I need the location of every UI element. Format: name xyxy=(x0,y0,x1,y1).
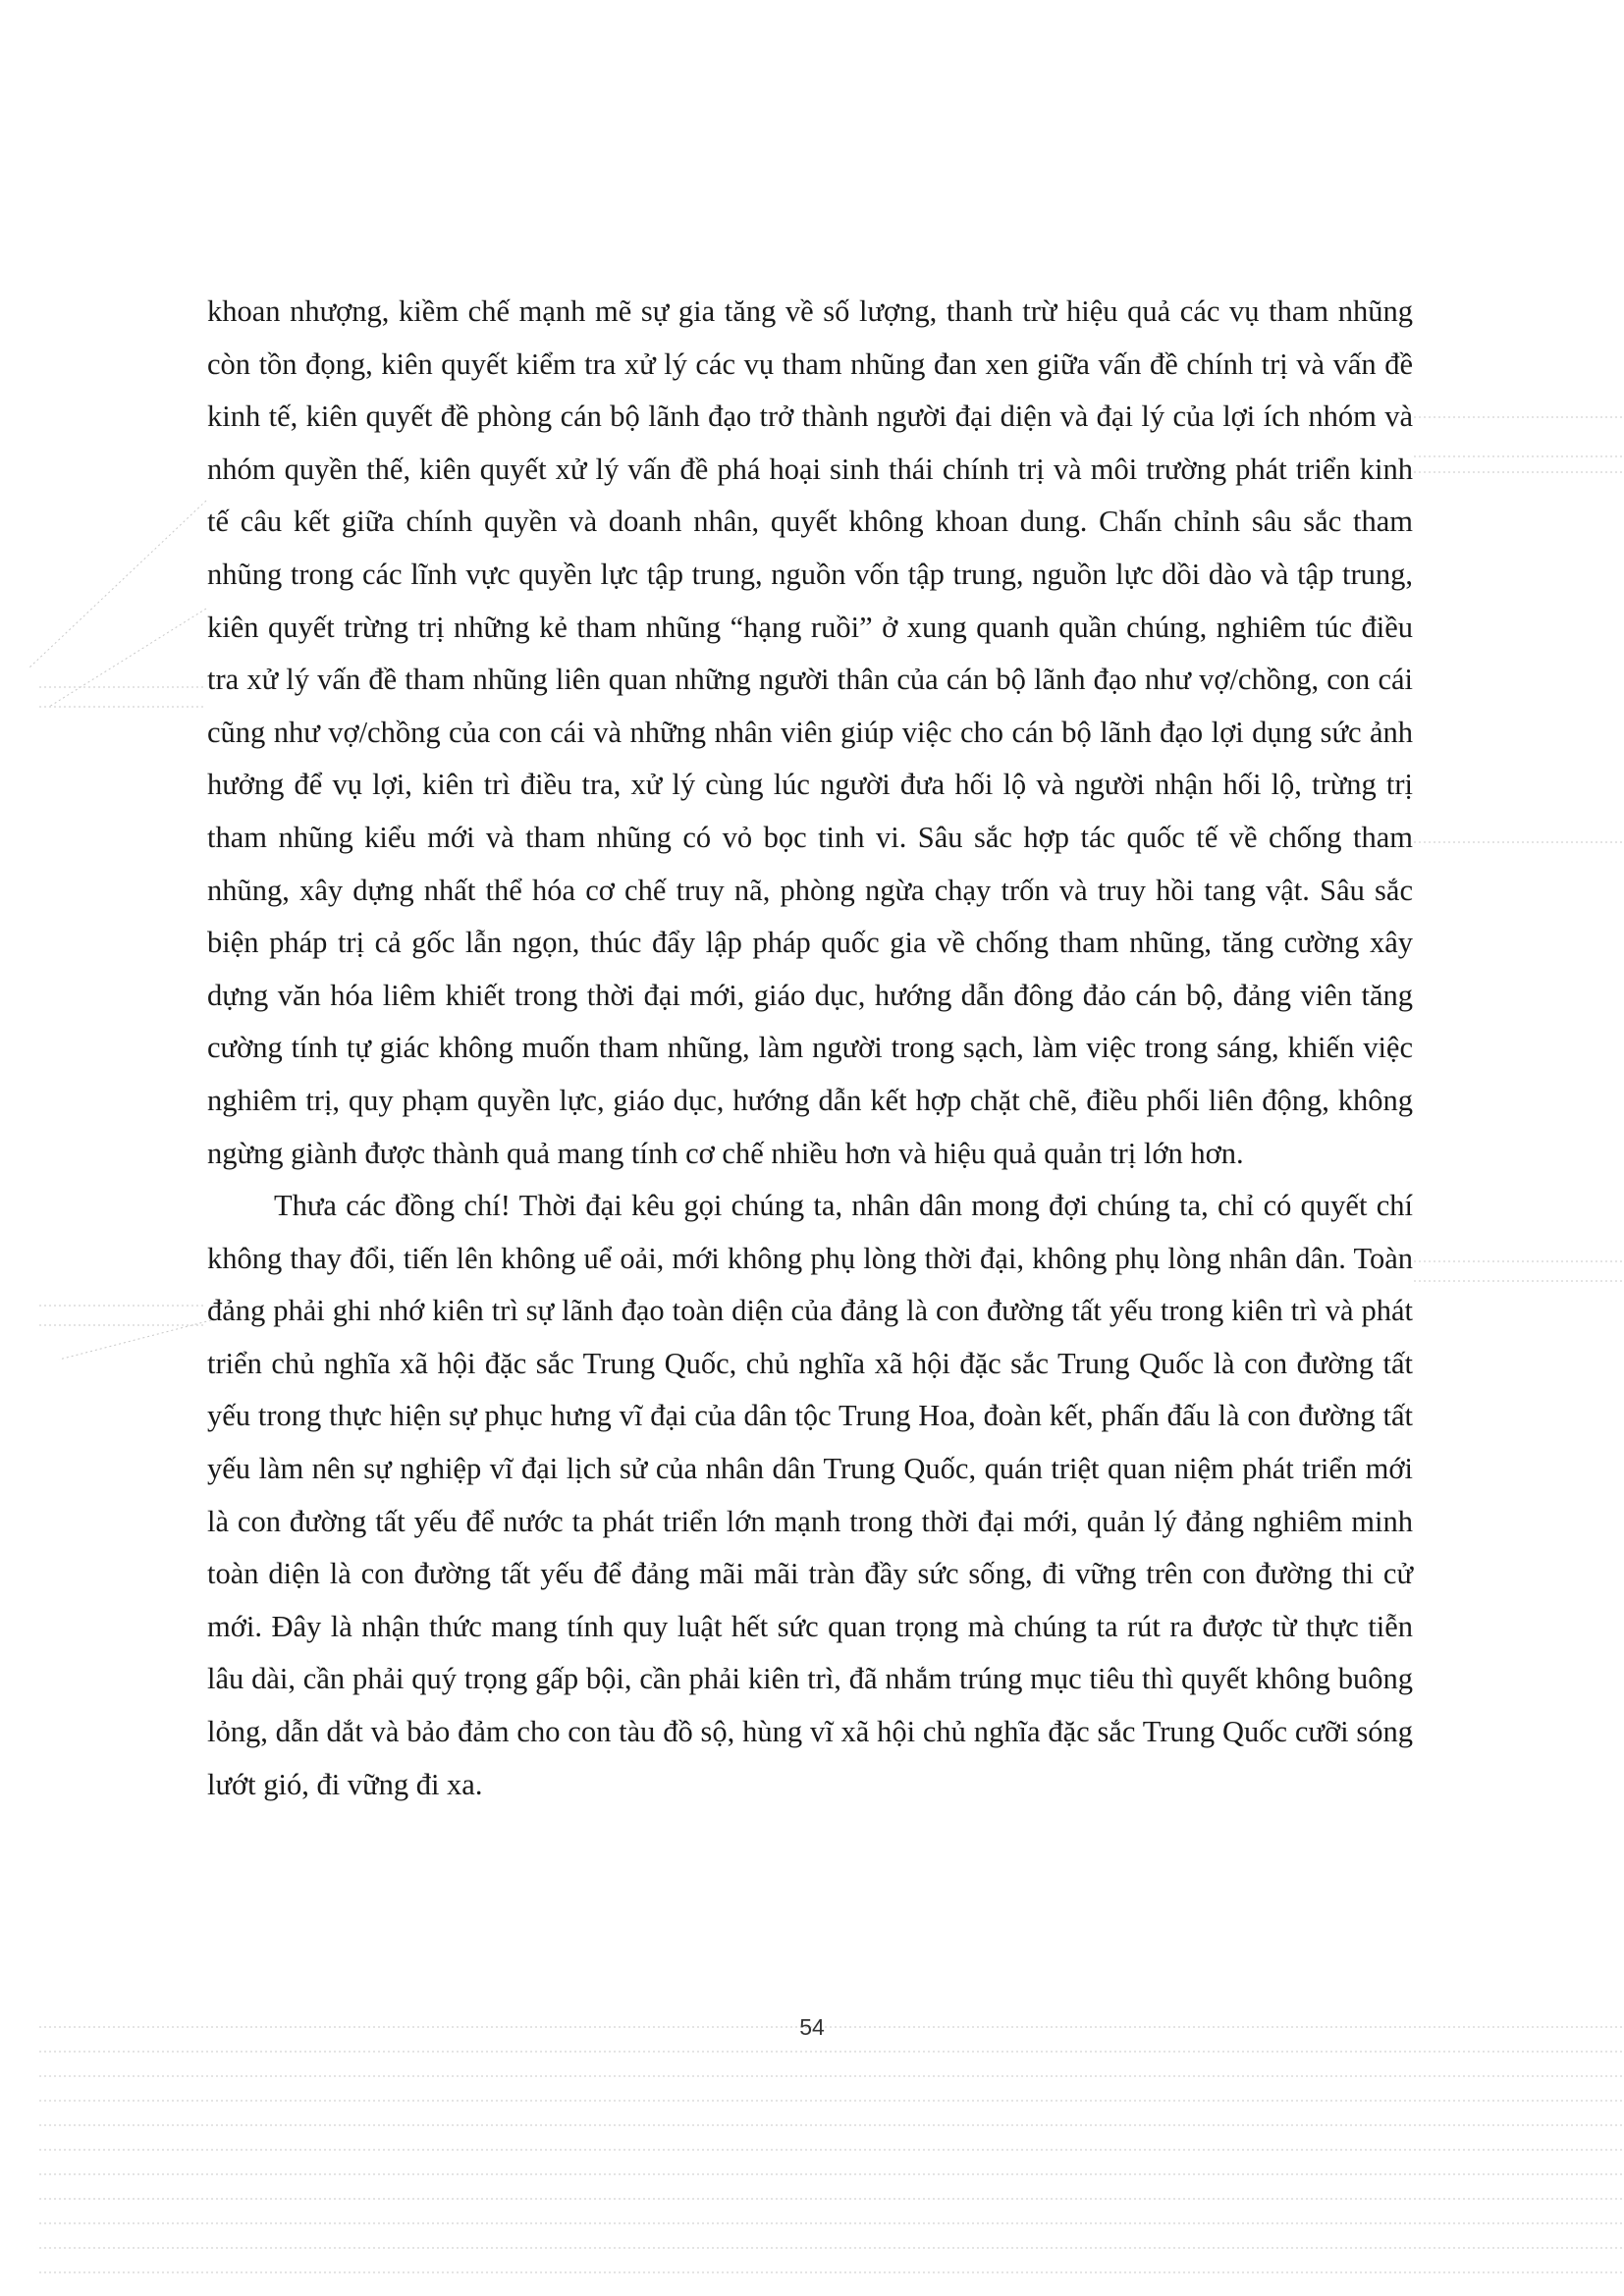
paragraph-2: Thưa các đồng chí! Thời đại kêu gọi chúng ta, nhân dân mong đợi chúng ta, chỉ có quyết chí không thay đổi, tiến lên không uể oải, mới không phụ lòng thời đại, không phụ lòng nhân dân. Toàn đảng phải ghi nhớ kiên trì sự lãnh đạo toàn diện của đảng là con đường tất yếu trong kiên trì và phát triển chủ nghĩa xã hội đặc sắc Trung Quốc, chủ nghĩa xã hội đặc sắc Trung Quốc là con đường tất yếu trong thực hiện sự phục hưng vĩ đại của dân tộc Trung Hoa, đoàn kết, phấn đấu là con đường tất yếu làm nên sự nghiệp vĩ đại lịch sử của nhân dân Trung Quốc, quán triệt quan niệm phát triển mới là con đường tất yếu để nước ta phát triển lớn mạnh trong thời đại mới, quản lý đảng nghiêm minh toàn diện là con đường tất yếu để đảng mãi mãi tràn đầy sức sống, đi vững trên con đường thi cử mới. Đây là nhận thức mang tính quy luật hết sức quan trọng mà chúng ta rút ra được từ thực tiễn lâu dài, cần phải quý trọng gấp bội, cần phải kiên trì, đã nhắm trúng mục tiêu thì quyết không buông lỏng, dẫn dắt và bảo đảm cho con tàu đồ sộ, hùng vĩ xã hội chủ nghĩa đặc sắc Trung Quốc cưỡi sóng lướt gió, đi vững đi xa. xyxy=(207,1189,1413,1801)
paragraph-1: khoan nhượng, kiềm chế mạnh mẽ sự gia tăng về số lượng, thanh trừ hiệu quả các vụ tham nhũng còn tồn đọng, kiên quyết kiểm tra xử lý các vụ tham nhũng đan xen giữa vấn đề chính trị và vấn đề kinh tế, kiên quyết đề phòng cán bộ lãnh đạo trở thành người đại diện và đại lý của lợi ích nhóm và nhóm quyền thế, kiên quyết xử lý vấn đề phá hoại sinh thái chính trị và môi trường phát triển kinh tế câu kết giữa chính quyền và doanh nhân, quyết không khoan dung. Chấn chỉnh sâu sắc tham nhũng trong các lĩnh vực quyền lực tập trung, nguồn vốn tập trung, nguồn lực dồi dào và tập trung, kiên quyết trừng trị những kẻ tham nhũng “hạng ruồi” ở xung quanh quần chúng, nghiêm túc điều tra xử lý vấn đề tham nhũng liên quan những người thân của cán bộ lãnh đạo như vợ/chồng, con cái cũng như vợ/chồng của con cái và những nhân viên giúp việc cho cán bộ lãnh đạo lợi dụng sức ảnh hưởng để vụ lợi, kiên trì điều tra, xử lý cùng lúc người đưa hối lộ và người nhận hối lộ, trừng trị tham nhũng kiểu mới và tham nhũng có vỏ bọc tinh vi. Sâu sắc hợp tác quốc tế về chống tham nhũng, xây dựng nhất thể hóa cơ chế truy nã, phòng ngừa chạy trốn và truy hồi tang vật. Sâu sắc biện pháp trị cả gốc lẫn ngọn, thúc đẩy lập pháp quốc gia về chống tham nhũng, tăng cường xây dựng văn hóa liêm khiết trong thời đại mới, giáo dục, hướng dẫn đông đảo cán bộ, đảng viên tăng cường tính tự giác không muốn tham nhũng, làm người trong sạch, làm việc trong sáng, khiến việc nghiêm trị, quy phạm quyền lực, giáo dục, hướng dẫn kết hợp chặt chẽ, điều phối liên động, không ngừng giành được thành quả mang tính cơ chế nhiều hơn và hiệu quả quản trị lớn hơn. xyxy=(207,294,1413,1170)
page-number: 54 xyxy=(799,2014,825,2040)
body-text xyxy=(207,286,1413,1811)
